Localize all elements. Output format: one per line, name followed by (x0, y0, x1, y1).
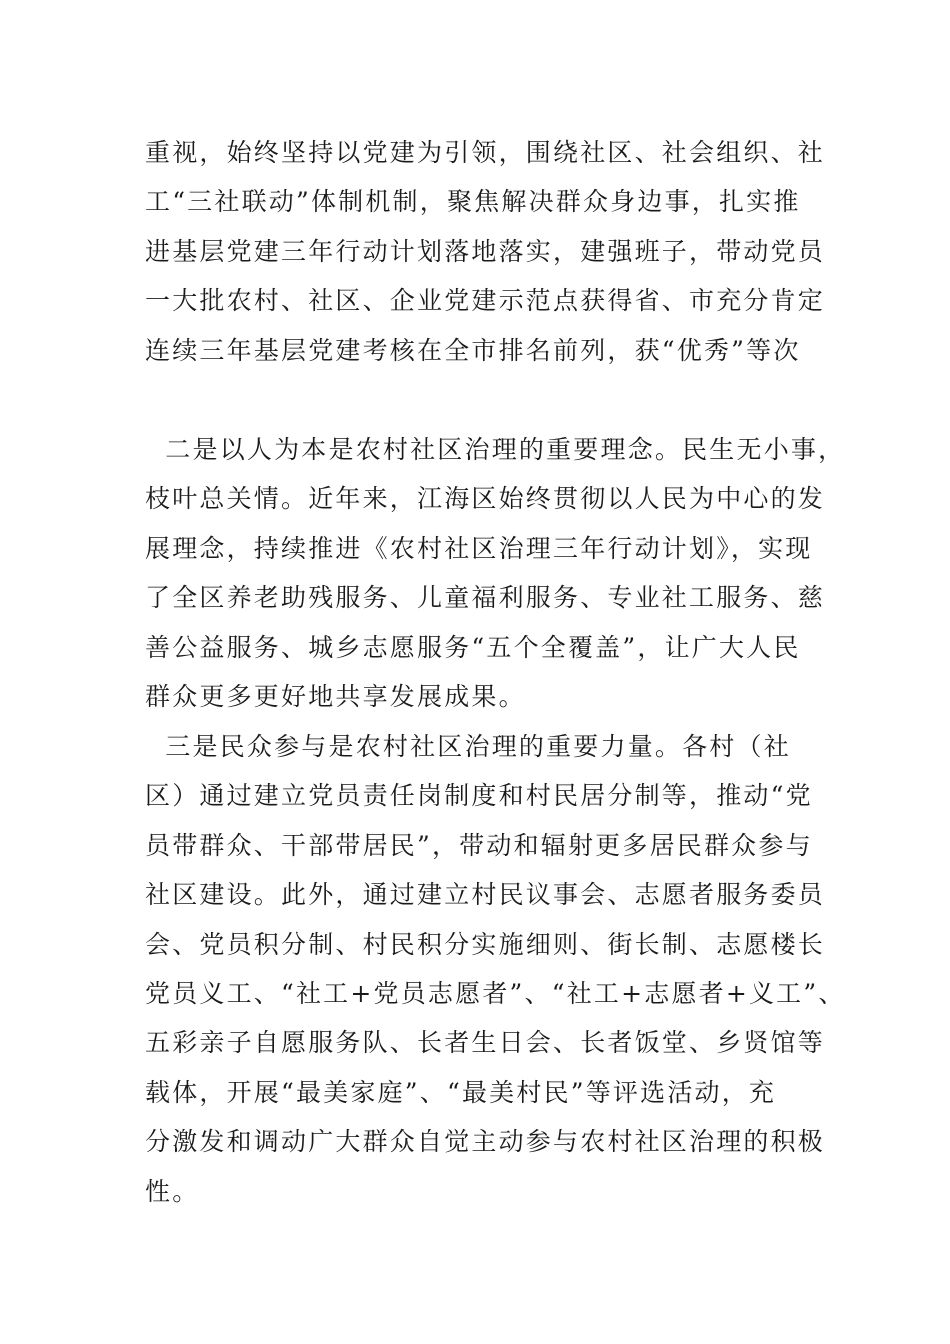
text-line: 善公益服务、城乡志愿服务“五个全覆盖”，让广大人民 (145, 632, 801, 662)
text-line: 五彩亲子自愿服务队、长者生日会、长者饭堂、乡贤馆等 (145, 1028, 826, 1058)
text-line: 工“三社联动”体制机制，聚焦解决群众身边事，扎实推 (145, 187, 801, 217)
text-line: 二是以人为本是农村社区治理的重要理念。民生无小事， (145, 435, 846, 464)
paragraph-public-participation (145, 722, 846, 1216)
text-line: 会、党员积分制、村民积分实施细则、街长制、志愿楼长 (145, 929, 826, 959)
text-line: 载体，开展“最美家庭”、“最美村民”等评选活动，充 (145, 1077, 777, 1107)
text-line: 区）通过建立党员责任岗制度和村民居分制等，推动“党 (145, 781, 813, 811)
text-line: 员带群众、干部带居民”，带动和辐射更多居民群众参与 (145, 830, 813, 860)
text-line: 枝叶总关情。近年来，江海区始终贯彻以人民为中心的发 (145, 484, 826, 514)
text-line: 了全区养老助残服务、儿童福利服务、专业社工服务、慈 (145, 583, 826, 613)
text-line: 三是民众参与是农村社区治理的重要力量。各村（社 (145, 732, 791, 761)
text-line: 连续三年基层党建考核在全市排名前列，获“优秀”等次 (145, 335, 801, 365)
text-line: 重视，始终坚持以党建为引领，围绕社区、社会组织、社 (145, 138, 826, 167)
text-line: 社区建设。此外，通过建立村民议事会、志愿者服务委员 (145, 880, 826, 910)
text-line: 党员义工、“社工+党员志愿者”、“社工+志愿者+义工”、 (145, 978, 846, 1008)
text-line: 展理念，持续推进《农村社区治理三年行动计划》，实现 (145, 533, 813, 563)
text-line: 进基层党建三年行动计划落地落实，建强班子，带动党员 (145, 236, 826, 266)
text-line: 一大批农村、社区、企业党建示范点获得省、市充分肯定 (145, 286, 826, 316)
text-line: 性。 (145, 1176, 200, 1206)
paragraph-party-building (145, 128, 825, 375)
paragraph-people-oriented (145, 425, 846, 721)
text-line: 分激发和调动广大群众自觉主动参与农村社区治理的积极 (145, 1127, 826, 1157)
text-line: 群众更多更好地共享发展成果。 (145, 681, 526, 711)
